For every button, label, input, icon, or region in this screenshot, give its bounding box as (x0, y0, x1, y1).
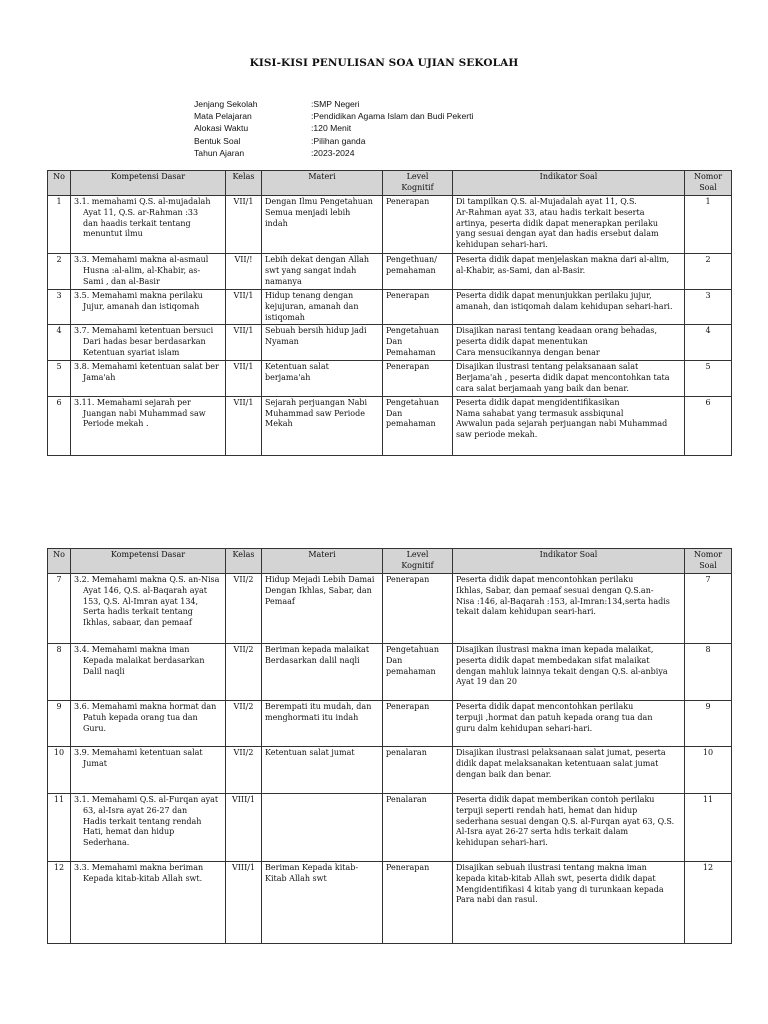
cell-no: 2 (48, 254, 71, 290)
cell-no: 1 (48, 196, 71, 254)
cell-kompetensi: 3.1. memahami Q.S. al-mujadalah Ayat 11, Q.S. ar-Rahman :33 dan haadis terkait tentang menuntut ilmu (71, 196, 226, 254)
cell-kompetensi: 3.7. Memahami ketentuan bersuci Dari hadas besar berdasarkan Ketentuan syariat islam (71, 325, 226, 361)
cell-materi: Lebih dekat dengan Allah swt yang sangat indah namanya (262, 254, 383, 290)
cell-indikator: Disajikan narasi tentang keadaan orang behadas, peserta didik dapat menentukan Cara mensucikannya dengan benar (453, 325, 685, 361)
cell-no: 10 (48, 747, 71, 794)
cell-nomor: 12 (685, 862, 732, 944)
header-nomor: Nomor Soal (685, 549, 732, 574)
meta-value: :Pilihan ganda (311, 135, 366, 146)
cell-indikator: Disajikan ilustrasi makna iman kepada malaikat, peserta didik dapat membedakan sifat malaikat dengan mahluk lainnya tekait dengan Q.S. al-anbiya Ayat 19 dan 20 (453, 644, 685, 701)
cell-nomor: 5 (685, 361, 732, 396)
cell-kompetensi: 3.3. Memahami makna al-asmaul Husna :al-alim, al-Khabir, as- Sami , dan al-Basir (71, 254, 226, 290)
cell-indikator: Peserta didik dapat memberikan contoh perilaku terpuji seperti rendah hati, hemat dan hidup sederhana sesuai dengan Q.S. al-Furqan ayat 63, Q.S. Al-Isra ayat 26-27 serta hdis terkait dalam kehidupan sehari-hari. (453, 794, 685, 862)
cell-kompetensi: 3.3. Memahami makna beriman Kepada kitab-kitab Allah swt. (71, 862, 226, 944)
cell-nomor: 6 (685, 396, 732, 455)
cell-no: 4 (48, 325, 71, 361)
cell-no: 11 (48, 794, 71, 862)
cell-indikator: Di tampilkan Q.S. al-Mujadalah ayat 11, Q.S. Ar-Rahman ayat 33, atau hadis terkait beserta artinya, peserta didik dapat menerapkan perilaku yang sesuai dengan ayat dan hadis ersebut dalam kehidupan sehari-hari. (453, 196, 685, 254)
table-row (48, 701, 732, 747)
cell-materi: Ketentuan salat berjama'ah (262, 361, 383, 396)
meta-label: Tahun Ajaran (194, 147, 245, 158)
header-materi: Materi (262, 549, 383, 574)
cell-materi: Sejarah perjuangan Nabi Muhammad saw Periode Mekah (262, 396, 383, 455)
cell-materi (262, 794, 383, 862)
cell-kelas: VII/1 (226, 396, 262, 455)
cell-level: Pengetahuan Dan pemahaman (383, 644, 453, 701)
cell-materi: Ketentuan salat jumat (262, 747, 383, 794)
cell-level: Pengethuan/ pemahaman (383, 254, 453, 290)
meta-label: Jenjang Sekolah (194, 99, 258, 109)
meta-row (194, 135, 473, 147)
cell-nomor: 4 (685, 325, 732, 361)
cell-kelas: VII/1 (226, 290, 262, 325)
cell-no: 8 (48, 644, 71, 701)
cell-level: Penerapan (383, 862, 453, 944)
header-kelas: Kelas (226, 171, 262, 196)
document-metadata (194, 98, 473, 159)
cell-materi: Dengan Ilmu Pengetahuan Semua menjadi lebih indah (262, 196, 383, 254)
cell-no: 9 (48, 701, 71, 747)
cell-kompetensi: 3.6. Memahami makna hormat dan Patuh kepada orang tua dan Guru. (71, 701, 226, 747)
cell-kompetensi: 3.8. Memahami ketentuan salat ber Jama'ah (71, 361, 226, 396)
table-row (48, 325, 732, 361)
header-indikator: Indikator Soal (453, 549, 685, 574)
table-header-row (48, 171, 732, 196)
cell-no: 7 (48, 574, 71, 644)
cell-no: 3 (48, 290, 71, 325)
table-row (48, 747, 732, 794)
cell-kompetensi: 3.4. Memahami makna iman Kepada malaikat berdasarkan Dalil naqli (71, 644, 226, 701)
cell-indikator: Peserta didik dapat mencontohkan perilaku Ikhlas, Sabar, dan pemaaf sesuai dengan Q.S.an- Nisa :146, al-Baqarah :153, al-Imran:134,serta hadis tekait dalam kehidupan seari-hari. (453, 574, 685, 644)
cell-level: Penalaran (383, 794, 453, 862)
cell-nomor: 9 (685, 701, 732, 747)
header-no: No (48, 549, 71, 574)
table-row (48, 290, 732, 325)
cell-nomor: 3 (685, 290, 732, 325)
meta-row (194, 98, 473, 110)
cell-level: Penerapan (383, 361, 453, 396)
cell-materi: Hidup Mejadi Lebih Damai Dengan Ikhlas, Sabar, dan Pemaaf (262, 574, 383, 644)
meta-row (194, 147, 473, 159)
grid-table-2 (47, 548, 732, 944)
table-row (48, 862, 732, 944)
cell-no: 6 (48, 396, 71, 455)
meta-value: :Pendidikan Agama Islam dan Budi Pekerti (311, 111, 474, 122)
cell-level: Penerapan (383, 574, 453, 644)
table-row (48, 794, 732, 862)
cell-kelas: VII/1 (226, 361, 262, 396)
header-level: Level Kognitif (383, 171, 453, 196)
table-row (48, 644, 732, 701)
cell-nomor: 10 (685, 747, 732, 794)
cell-indikator: Peserta didik dapat menunjukkan perilaku jujur, amanah, dan istiqomah dalam kehidupan sehari-hari. (453, 290, 685, 325)
header-kompetensi: Kompetensi Dasar (71, 549, 226, 574)
header-materi: Materi (262, 171, 383, 196)
cell-nomor: 2 (685, 254, 732, 290)
meta-value: :SMP Negeri (311, 99, 360, 109)
cell-indikator: Peserta didik dapat mencontohkan perilaku terpuji ,hormat dan patuh kepada orang tua dan guru dalm kehidupan sehari-hari. (453, 701, 685, 747)
cell-materi: Beriman Kepada kitab- Kitab Allah swt (262, 862, 383, 944)
table-row (48, 361, 732, 396)
meta-value: :2023-2024 (311, 147, 355, 158)
cell-indikator: Peserta didik dapat mengidentifikasikan Nama sahabat yang termasuk assbiqunal Awwalun pada sejarah perjuangan nabi Muhammad saw periode mekah. (453, 396, 685, 455)
cell-kompetensi: 3.9. Memahami ketentuan salat Jumat (71, 747, 226, 794)
cell-kompetensi: 3.1. Memahami Q.S. al-Furqan ayat 63, al-Isra ayat 26-27 dan Hadis terkait tentang rendah Hati, hemat dan hidup Sederhana. (71, 794, 226, 862)
cell-indikator: Disajikan ilustrasi tentang pelaksanaan salat Berjama'ah , peserta didik dapat mencontohkan tata cara salat berjamaah yang baik dan benar. (453, 361, 685, 396)
meta-row (194, 110, 473, 122)
cell-kelas: VII/2 (226, 644, 262, 701)
cell-materi: Hidup tenang dengan kejujuran, amanah dan istiqomah (262, 290, 383, 325)
header-level: Level Kognitif (383, 549, 453, 574)
header-indikator: Indikator Soal (453, 171, 685, 196)
cell-kelas: VIII/1 (226, 794, 262, 862)
table-row (48, 254, 732, 290)
cell-kompetensi: 3.2. Memahami makna Q.S. an-Nisa Ayat 146, Q.S. al-Baqarah ayat 153, Q.S. Al-Imran ayat 134, Serta hadis terkait tentang Ikhlas, sabaar, dan pemaaf (71, 574, 226, 644)
cell-indikator: Disajikan sebuah ilustrasi tentang makna iman kepada kitab-kitab Allah swt, peserta didik dapat Mengidentifikasi 4 kitab yang di turunkaan kepada Para nabi dan rasul. (453, 862, 685, 944)
meta-label: Alokasi Waktu (194, 123, 249, 134)
cell-level: Penerapan (383, 701, 453, 747)
cell-nomor: 11 (685, 794, 732, 862)
cell-kelas: VIII/1 (226, 862, 262, 944)
cell-no: 5 (48, 361, 71, 396)
cell-level: Pengetahuan Dan pemahaman (383, 396, 453, 455)
header-nomor: Nomor Soal (685, 171, 732, 196)
meta-label: Mata Pelajaran (194, 111, 252, 122)
header-kompetensi: Kompetensi Dasar (71, 171, 226, 196)
cell-kelas: VII/1 (226, 325, 262, 361)
header-kelas: Kelas (226, 549, 262, 574)
cell-kelas: VII/1 (226, 196, 262, 254)
table-row (48, 396, 732, 455)
table-row (48, 196, 732, 254)
meta-value: :120 Menit (311, 123, 352, 134)
header-no: No (48, 171, 71, 196)
cell-indikator: Peserta didik dapat menjelaskan makna dari al-alim, al-Khabir, as-Sami, dan al-Basir. (453, 254, 685, 290)
cell-level: Penerapan (383, 196, 453, 254)
cell-kompetensi: 3.5. Memahami makna perilaku Jujur, amanah dan istiqomah (71, 290, 226, 325)
cell-kelas: VII/2 (226, 747, 262, 794)
cell-nomor: 1 (685, 196, 732, 254)
cell-no: 12 (48, 862, 71, 944)
cell-kelas: VII/! (226, 254, 262, 290)
meta-row (194, 122, 473, 134)
cell-materi: Sebuah bersih hidup jadi Nyaman (262, 325, 383, 361)
table-row (48, 574, 732, 644)
cell-kelas: VII/2 (226, 574, 262, 644)
cell-nomor: 8 (685, 644, 732, 701)
grid-table-1 (47, 170, 732, 456)
table-header-row (48, 549, 732, 574)
meta-label: Bentuk Soal (194, 135, 241, 146)
cell-nomor: 7 (685, 574, 732, 644)
cell-level: Pengetahuan Dan Pemahaman (383, 325, 453, 361)
document-title: KISI-KISI PENULISAN SOA UJIAN SEKOLAH (249, 57, 519, 69)
cell-kelas: VII/2 (226, 701, 262, 747)
cell-level: Penerapan (383, 290, 453, 325)
cell-materi: Beriman kepada malaikat Berdasarkan dalil naqli (262, 644, 383, 701)
cell-materi: Berempati itu mudah, dan menghormati itu indah (262, 701, 383, 747)
cell-indikator: Disajikan ilustrasi pelaksanaan salat jumat, peserta didik dapat melaksanakan ketentuaan salat jumat dengan baik dan benar. (453, 747, 685, 794)
cell-level: penalaran (383, 747, 453, 794)
cell-kompetensi: 3.11. Memahami sejarah per Juangan nabi Muhammad saw Periode mekah . (71, 396, 226, 455)
